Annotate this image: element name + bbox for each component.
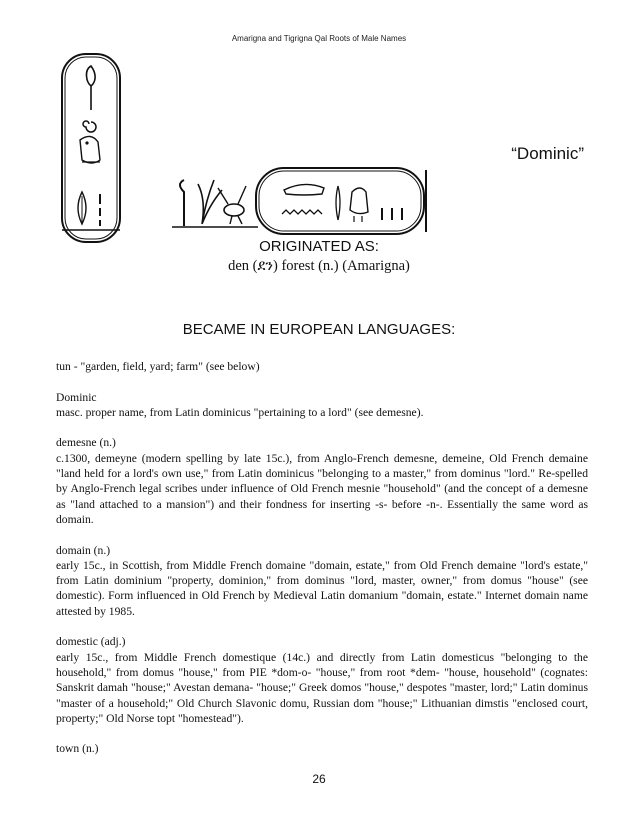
entry-heading: domestic (adj.) <box>56 635 126 649</box>
name-title: “Dominic” <box>511 144 584 163</box>
entry-tun <box>56 359 588 374</box>
page-number: 26 <box>312 772 326 786</box>
entry-domain <box>56 543 588 619</box>
entry-dominic <box>56 390 588 421</box>
sedge-and-bee-glyphs <box>172 170 258 228</box>
entry-body: early 15c., in Scottish, from Middle French domaine "domain, estate," from Old French demaine "lord's estate," from Latin dominium "property, dominion," from dominus "lord, master, owner," from domus "house" (see domestic). Form influenced in Old French by Medieval Latin domanium "domain, estate." Internet domain name attested by 1985. <box>56 558 588 618</box>
entry-body: c.1300, demeyne (modern spelling by late 15c.), from Anglo-French demesne, demeine, Old French demaine "land held for a lord's own use," from Latin dominicus "belonging to a master," from dominus "lord." Re-spelled by Anglo-French legal scribes under influence of Old French mesnie "household" (and the concept of a demesne as "land attached to a mansion") and their fondness for inserting -s- before -n-. Essentially the same word as domain. <box>56 451 588 526</box>
vertical-cartouche-illustration <box>60 52 122 244</box>
entry-heading: tun - "garden, field, yard; farm" (see below) <box>56 360 260 373</box>
entry-domestic <box>56 634 588 726</box>
horizontal-cartouche-illustration <box>254 166 436 244</box>
entry-demesne <box>56 435 588 527</box>
origin-definition: den (ደን) forest (n.) (Amarigna) <box>228 258 410 274</box>
entry-heading: Dominic <box>56 390 97 404</box>
entry-body: early 15c., from Middle French domestique (14c.) and directly from Latin domesticus "belonging to the household," from domus "house," from PIE *dom-o- "house," from root *dem- "house, household" (cognates: Sanskrit damah "house;" Avestan demana- "house;" Greek domos "house," despotes "master, lord;" Latin dominus "master of a household;" Old Church Slavonic domu, Russian dom "house;" Lithuanian dimstis "enclosed court, property;" Old Norse topt "homestead"). <box>56 650 588 725</box>
running-header: Amarigna and Tigrigna Qal Roots of Male Names <box>231 34 407 43</box>
entry-town <box>56 741 588 759</box>
entry-body: masc. proper name, from Latin dominicus "pertaining to a lord" (see demesne). <box>56 405 424 419</box>
entry-heading: town (n.) <box>56 742 99 756</box>
entry-heading: domain (n.) <box>56 543 111 557</box>
etymology-entries <box>56 359 588 759</box>
entry-heading: demesne (n.) <box>56 436 116 450</box>
entry-body <box>56 757 588 759</box>
became-heading: BECAME IN EUROPEAN LANGUAGES: <box>182 321 456 338</box>
originated-heading: ORIGINATED AS: <box>259 238 379 255</box>
